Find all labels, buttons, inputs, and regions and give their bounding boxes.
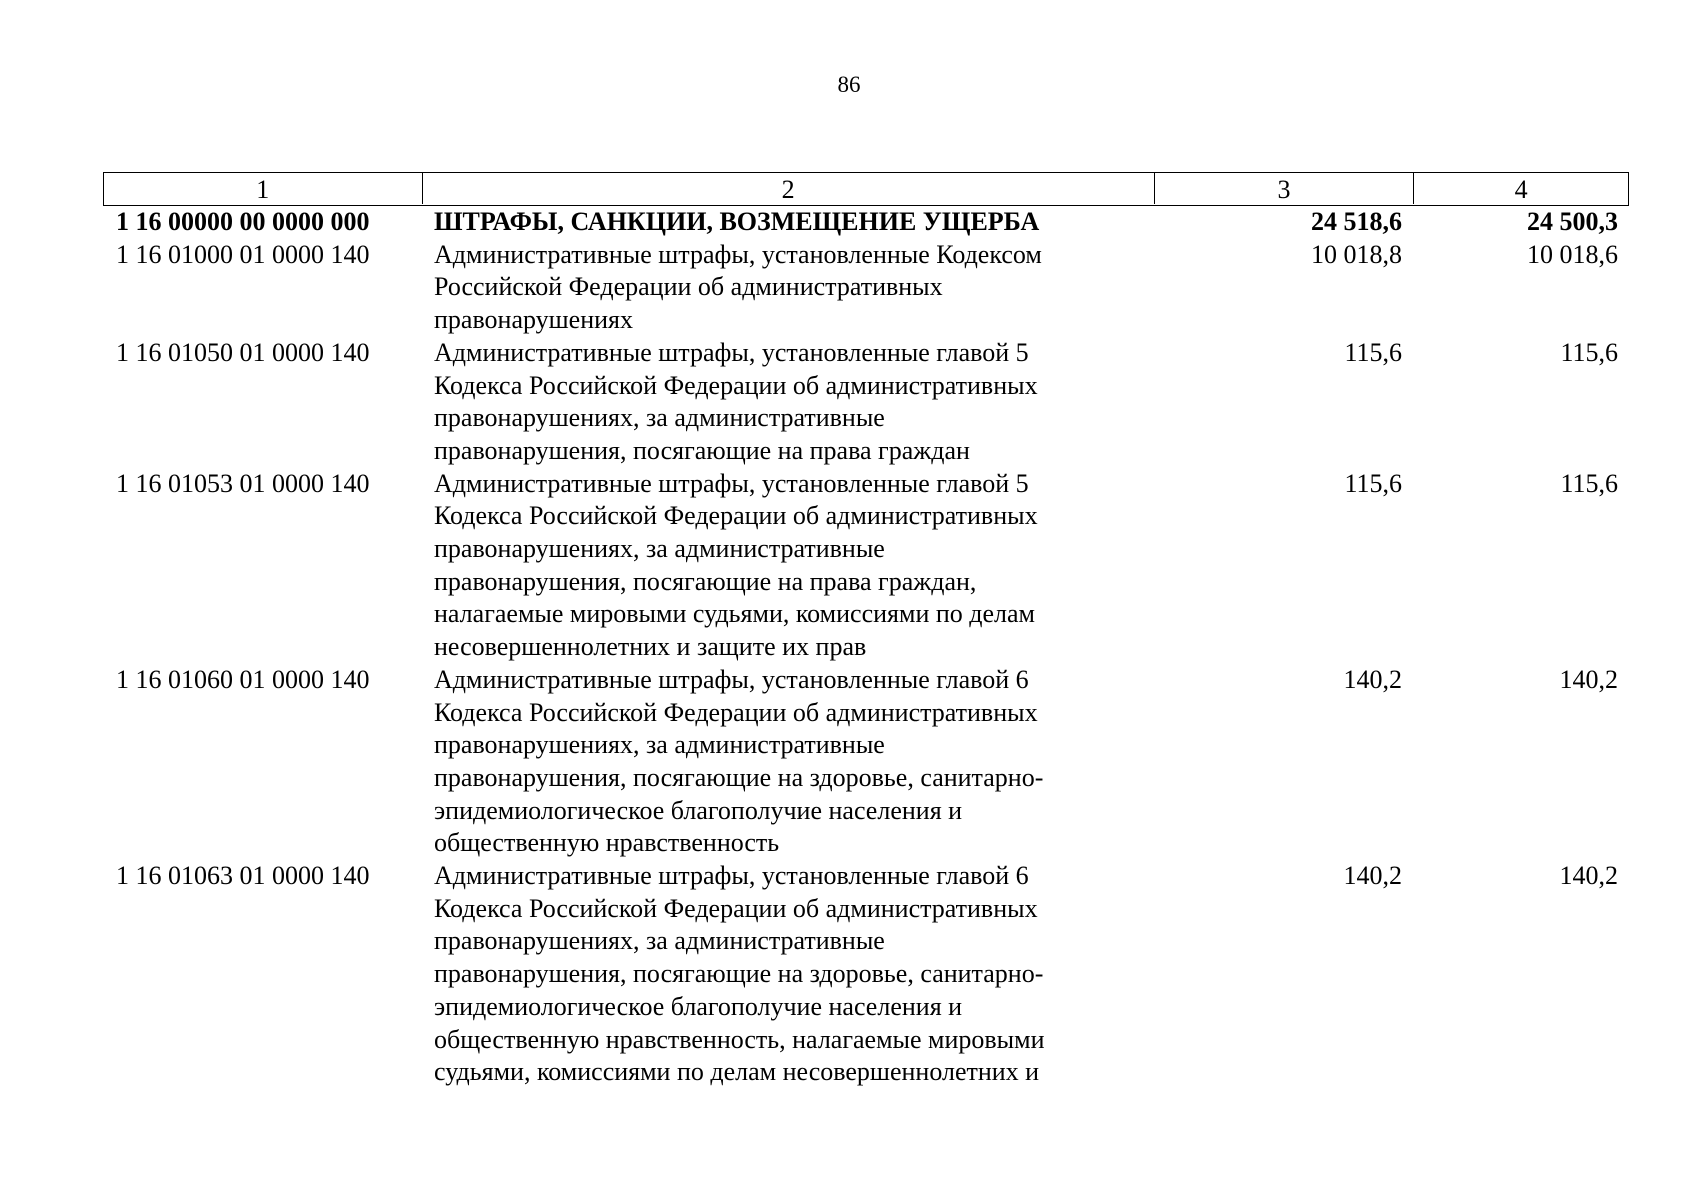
table-body — [103, 206, 1629, 1089]
revenue-name-cell — [421, 337, 1154, 468]
budget-code-cell: 1 16 01050 01 0000 140 — [116, 337, 370, 367]
page-number: 86 — [837, 72, 861, 97]
amount-column-3-cell: 115,6 — [1344, 337, 1402, 367]
revenue-name-line: Кодекса Российской Федерации об административных — [434, 370, 1038, 400]
revenue-name-cell — [421, 860, 1154, 1089]
amount-column-4-cell: 115,6 — [1560, 337, 1618, 367]
revenue-table — [103, 172, 1629, 1089]
revenue-name-line: Административные штрафы, установленные главой 5 — [434, 337, 1029, 367]
column-header-1: 1 — [256, 175, 270, 204]
revenue-name-line: Кодекса Российской Федерации об административных — [434, 501, 1038, 531]
revenue-name-cell — [421, 206, 1154, 239]
amount-column-4-cell: 115,6 — [1560, 468, 1618, 498]
revenue-name-line: правонарушениях, за административные — [434, 403, 885, 433]
budget-code-cell: 1 16 01063 01 0000 140 — [116, 861, 370, 891]
amount-column-3-cell: 140,2 — [1343, 861, 1402, 891]
budget-code-cell: 1 16 01060 01 0000 140 — [116, 664, 370, 694]
revenue-name-line: правонарушениях — [434, 305, 634, 335]
revenue-name-cell — [421, 468, 1154, 664]
revenue-name-cell — [421, 664, 1154, 860]
revenue-name-line: Административные штрафы, установленные главой 5 — [434, 468, 1029, 498]
revenue-name-cell — [421, 239, 1154, 337]
amount-column-4-cell: 10 018,6 — [1527, 239, 1618, 269]
revenue-name-line: Административные штрафы, установленные Кодексом — [434, 239, 1042, 269]
amount-column-3-cell: 140,2 — [1343, 664, 1402, 694]
table-row — [103, 337, 1629, 468]
revenue-name-line: ШТРАФЫ, САНКЦИИ, ВОЗМЕЩЕНИЕ УЩЕРБА — [434, 207, 1040, 236]
table-row — [103, 239, 1629, 337]
revenue-name-line: эпидемиологическое благополучие населения и — [434, 795, 963, 825]
revenue-name-line: правонарушения, посягающие на здоровье, санитарно- — [434, 959, 1044, 989]
revenue-name-line: правонарушениях, за административные — [434, 534, 885, 564]
table-header-row — [103, 172, 1629, 206]
revenue-name-line: эпидемиологическое благополучие населения и — [434, 991, 963, 1021]
revenue-name-line: несовершеннолетних и защите их прав — [434, 632, 867, 662]
amount-column-3-cell: 10 018,8 — [1311, 239, 1402, 269]
table-row — [103, 860, 1629, 1089]
column-header-3: 3 — [1154, 173, 1414, 204]
revenue-name-line: правонарушениях, за административные — [434, 730, 885, 760]
revenue-name-line: общественную нравственность, налагаемые мировыми — [434, 1024, 1045, 1054]
amount-column-4-cell: 140,2 — [1559, 861, 1618, 891]
revenue-name-line: Российской Федерации об административных — [434, 272, 943, 302]
revenue-name-line: общественную нравственность — [434, 828, 780, 858]
revenue-name-line: правонарушения, посягающие на права граждан, — [434, 566, 977, 596]
revenue-name-line: Кодекса Российской Федерации об административных — [434, 697, 1038, 727]
table-row — [103, 468, 1629, 664]
amount-column-3-cell: 24 518,6 — [1311, 207, 1402, 236]
table-row — [103, 206, 1629, 239]
amount-column-4-cell: 140,2 — [1559, 664, 1618, 694]
revenue-name-line: Кодекса Российской Федерации об административных — [434, 893, 1038, 923]
revenue-name-line: правонарушения, посягающие на здоровье, санитарно- — [434, 762, 1044, 792]
budget-code-cell: 1 16 00000 00 0000 000 — [116, 207, 370, 236]
amount-column-3-cell: 115,6 — [1344, 468, 1402, 498]
column-header-4: 4 — [1413, 173, 1628, 204]
amount-column-4-cell: 24 500,3 — [1527, 207, 1618, 236]
revenue-name-line: Административные штрафы, установленные главой 6 — [434, 664, 1029, 694]
budget-code-cell: 1 16 01000 01 0000 140 — [116, 239, 370, 269]
budget-code-cell: 1 16 01053 01 0000 140 — [116, 468, 370, 498]
revenue-name-line: Административные штрафы, установленные главой 6 — [434, 861, 1029, 891]
column-header-2: 2 — [422, 173, 1154, 204]
revenue-name-line: правонарушения, посягающие на права граждан — [434, 435, 970, 465]
revenue-name-line: судьями, комиссиями по делам несовершеннолетних и — [434, 1057, 1040, 1087]
revenue-name-line: налагаемые мировыми судьями, комиссиями по делам — [434, 599, 1036, 629]
revenue-name-line: правонарушениях, за административные — [434, 926, 885, 956]
table-row — [103, 664, 1629, 860]
